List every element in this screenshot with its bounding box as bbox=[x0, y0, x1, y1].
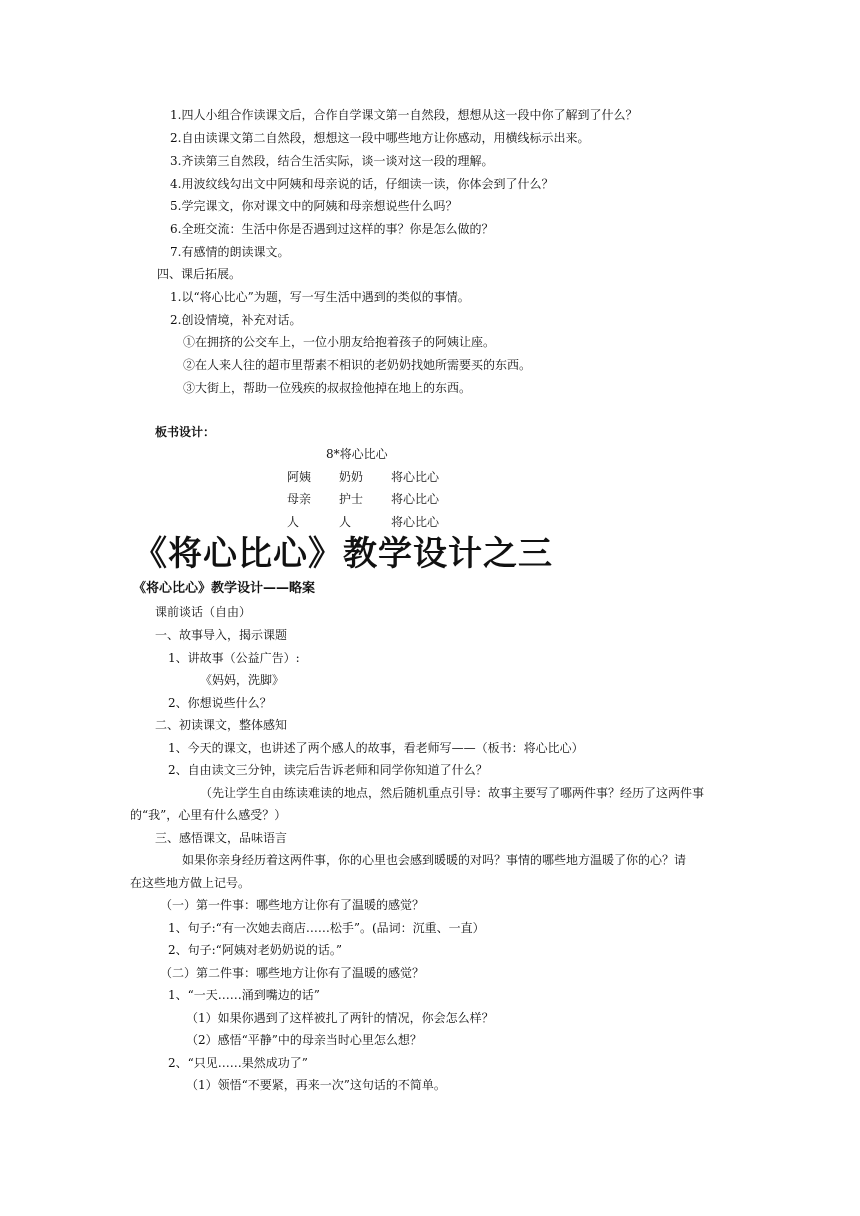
text-line: 1、“一天……涌到嘴边的话” bbox=[168, 988, 320, 1002]
board-cell: 奶奶 bbox=[339, 470, 364, 484]
board-title: 8*将心比心 bbox=[326, 447, 388, 461]
board-cell: 母亲 bbox=[287, 492, 312, 506]
step-5: 5.学完课文，你对课文中的阿姨和母亲想说些什么吗？ bbox=[170, 199, 458, 213]
text-line: 2、“只见……果然成功了” bbox=[168, 1056, 308, 1070]
text-line: 在这些地方做上记号。 bbox=[130, 876, 251, 890]
text-line: 2、句子:“阿姨对老奶奶说的话。” bbox=[168, 943, 342, 957]
text-line: 二、初读课文，整体感知 bbox=[155, 718, 288, 732]
subheading: 《将心比心》教学设计——略案 bbox=[133, 581, 316, 596]
text-line: 1、今天的课文，也讲述了两个感人的故事，看老师写——（板书：将心比心） bbox=[168, 741, 584, 755]
board-cell: 将心比心 bbox=[391, 470, 440, 484]
text-line: （2）感悟“平静”中的母亲当时心里怎么想？ bbox=[186, 1033, 422, 1047]
text-line: 《妈妈，洗脚》 bbox=[200, 673, 285, 687]
extension-1: 1.以“将心比心”为题，写一写生活中遇到的类似的事情。 bbox=[170, 290, 470, 304]
scene-2: ②在人来人往的超市里帮素不相识的老奶奶找她所需要买的东西。 bbox=[183, 358, 532, 372]
step-3: 3.齐读第三自然段，结合生活实际，谈一谈对这一段的理解。 bbox=[170, 154, 494, 168]
text-line: 如果你亲身经历着这两件事，你的心里也会感到暖暖的对吗？事情的哪些地方温暖了你的心？请 bbox=[182, 853, 687, 867]
text-line: 1、句子:“有一次她去商店……松手”。(品词：沉重、一直） bbox=[168, 921, 485, 935]
text-line: 2、自由读文三分钟，读完后告诉老师和同学你知道了什么？ bbox=[168, 763, 488, 777]
text-line: 课前谈话（自由） bbox=[155, 605, 252, 619]
section-4-title: 四、课后拓展。 bbox=[157, 267, 242, 281]
scene-3: ③大街上，帮助一位残疾的叔叔捡他掉在地上的东西。 bbox=[183, 381, 472, 395]
board-cell: 将心比心 bbox=[391, 492, 440, 506]
text-line: 的“我”，心里有什么感受？） bbox=[130, 808, 287, 822]
board-cell: 人 bbox=[339, 515, 352, 529]
step-7: 7.有感情的朗读课文。 bbox=[170, 245, 290, 259]
step-2: 2.自由读课文第二自然段，想想这一段中哪些地方让你感动，用横线标示出来。 bbox=[170, 131, 590, 145]
step-4: 4.用波纹线勾出文中阿姨和母亲说的话，仔细读一读，你体会到了什么？ bbox=[170, 177, 554, 191]
step-1: 1.四人小组合作读课文后，合作自学课文第一自然段，想想从这一段中你了解到了什么？ bbox=[170, 108, 638, 122]
board-cell: 人 bbox=[287, 515, 300, 529]
text-line: （二）第二件事：哪些地方让你有了温暖的感觉？ bbox=[160, 966, 425, 980]
board-cell: 阿姨 bbox=[287, 470, 312, 484]
scene-1: ①在拥挤的公交车上，一位小朋友给抱着孩子的阿姨让座。 bbox=[183, 335, 496, 349]
text-line: （1）如果你遇到了这样被扎了两针的情况，你会怎么样？ bbox=[186, 1011, 494, 1025]
board-cell: 护士 bbox=[339, 492, 364, 506]
board-cell: 将心比心 bbox=[391, 515, 440, 529]
text-line: （先让学生自由练读难读的地点，然后随机重点引导：故事主要写了哪两件事？经历了这两件事 bbox=[200, 786, 705, 800]
text-line: 1、讲故事（公益广告）: bbox=[168, 651, 300, 665]
text-line: 一、故事导入，揭示课题 bbox=[155, 628, 288, 642]
step-6: 6.全班交流：生活中你是否遇到过这样的事？你是怎么做的？ bbox=[170, 222, 494, 236]
text-line: 2、你想说些什么？ bbox=[168, 696, 272, 710]
text-line: 三、感悟课文，品味语言 bbox=[155, 831, 288, 845]
text-line: （一）第一件事：哪些地方让你有了温暖的感觉？ bbox=[160, 898, 425, 912]
text-line: （1）领悟“不要紧，再来一次”这句话的不简单。 bbox=[186, 1078, 446, 1092]
page-title: 《将心比心》教学设计之三 bbox=[133, 534, 553, 574]
board-label: 板书设计： bbox=[155, 425, 216, 439]
extension-2: 2.创设情境，补充对话。 bbox=[170, 313, 302, 327]
